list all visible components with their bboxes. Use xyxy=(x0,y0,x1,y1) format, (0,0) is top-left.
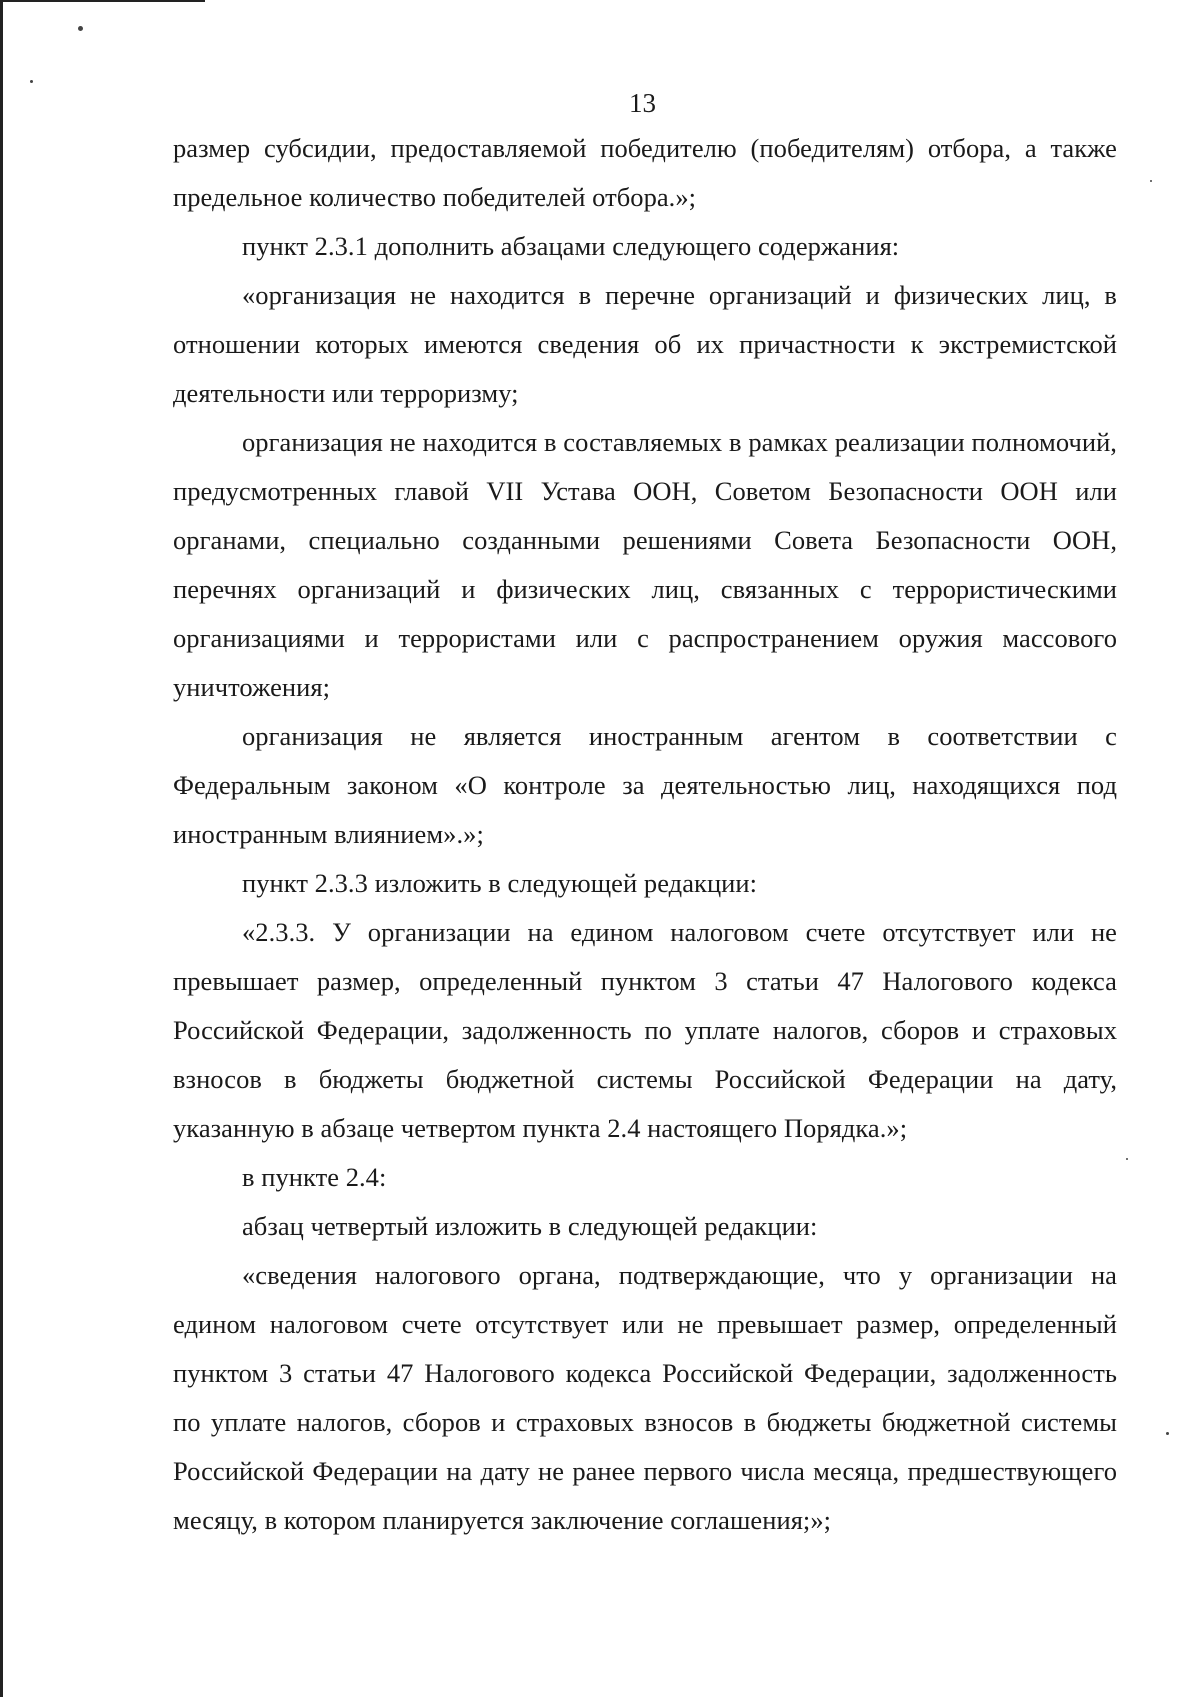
scan-speck xyxy=(78,26,83,31)
paragraph: организация не находится в составляемых в рамках реализации полномочий, предусмотренных главой VII Устава ООН, Советом Безопасности ООН или органами, специально созданными решениями Совета Безопасности ООН, перечнях организаций и физических лиц, связанных с террористическими организациями и террористами или с распространением оружия массового уничтожения; xyxy=(173,427,1117,702)
paragraph: «2.3.3. У организации на едином налоговом счете отсутствует или не превышает размер, определенный пунктом 3 статьи 47 Налогового кодекса Российской Федерации, задолженность по уплате налогов, сборов и страховых взносов в бюджеты бюджетной системы Российской Федерации на дату, указанную в абзаце четвертом пункта 2.4 настоящего Порядка.»; xyxy=(173,917,1117,1143)
scan-speck xyxy=(30,80,33,83)
scan-speck xyxy=(1166,1432,1169,1435)
scan-speck xyxy=(1150,180,1152,182)
paragraph: абзац четвертый изложить в следующей редакции: xyxy=(242,1211,818,1241)
scan-speck xyxy=(1126,1158,1128,1160)
page-number: 13 xyxy=(629,88,656,118)
paragraph: пункт 2.3.3 изложить в следующей редакции: xyxy=(242,868,758,898)
paragraph: организация не является иностранным агентом в соответствии с Федеральным законом «О контроле за деятельностью лиц, находящихся под иностранным влиянием».»; xyxy=(173,721,1117,849)
paragraph: размер субсидии, предоставляемой победителю (победителям) отбора, а также предельное количество победителей отбора.»; xyxy=(173,133,1117,212)
scan-edge-left xyxy=(0,0,3,1697)
paragraph: «сведения налогового органа, подтверждающие, что у организации на едином налоговом счете отсутствует или не превышает размер, определенный пунктом 3 статьи 47 Налогового кодекса Российской Федерации, задолженность по уплате налогов, сборов и страховых взносов в бюджеты бюджетной системы Российской Федерации на дату не ранее первого числа месяца, предшествующего месяцу, в котором планируется заключение соглашения;»; xyxy=(173,1260,1117,1535)
paragraph: пункт 2.3.1 дополнить абзацами следующего содержания: xyxy=(242,231,900,261)
scan-edge-top xyxy=(0,0,205,2)
document-body xyxy=(173,124,1117,1545)
paragraph: в пункте 2.4: xyxy=(242,1162,387,1192)
paragraph: «организация не находится в перечне организаций и физических лиц, в отношении которых имеются сведения об их причастности к экстремистской деятельности или терроризму; xyxy=(173,280,1117,408)
